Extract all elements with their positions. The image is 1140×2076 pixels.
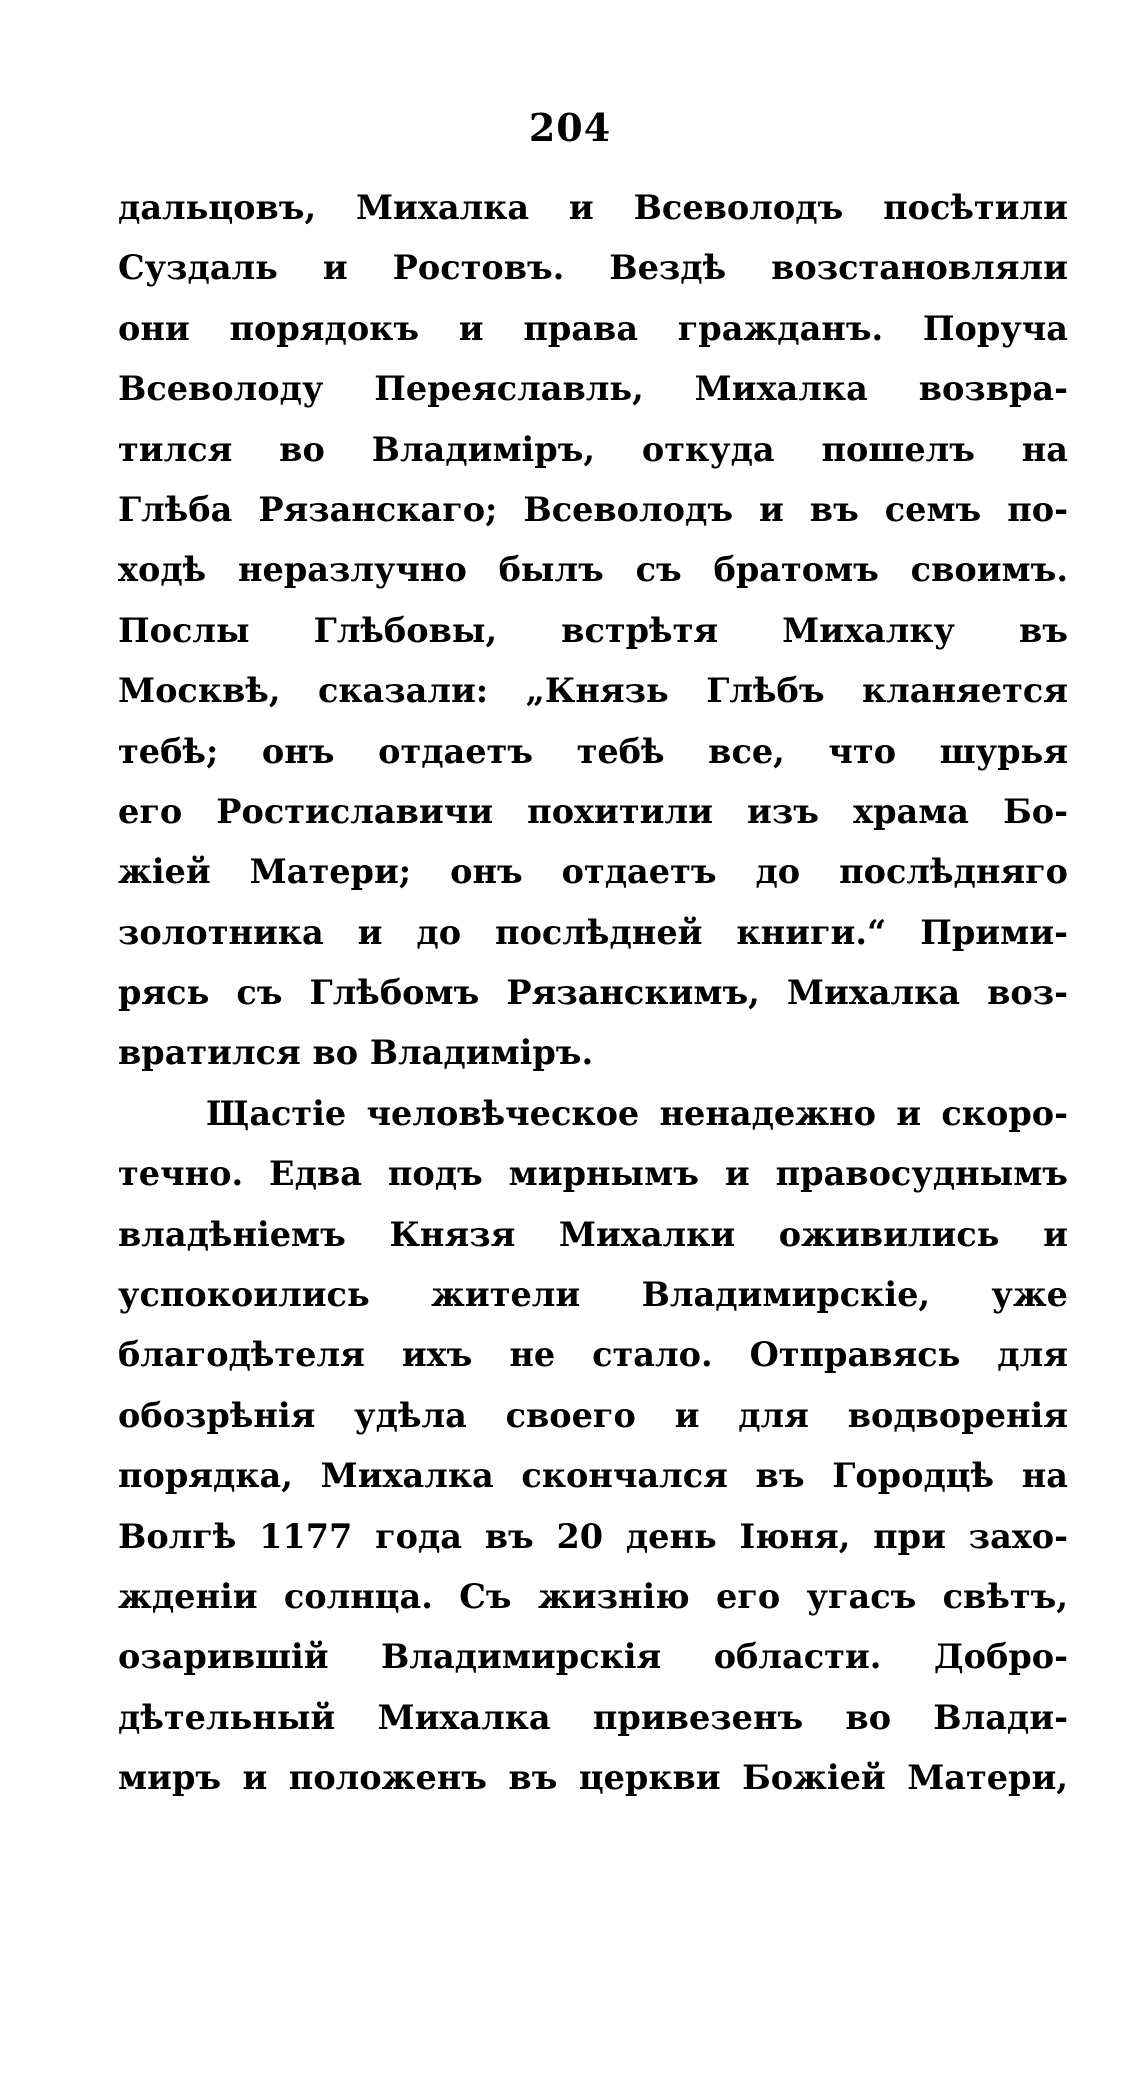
text-line: Москвѣ, сказали: „Князь Глѣбъ кланяется bbox=[118, 671, 1068, 711]
text-line: Глѣба Рязанскаго; Всеволодъ и въ семъ по- bbox=[118, 489, 1068, 529]
text-line: золотника и до послѣдней книги.“ Прими- bbox=[118, 912, 1068, 952]
text-line: Суздаль и Ростовъ. Вездѣ возстановляли bbox=[118, 248, 1068, 288]
text-line: Послы Глѣбовы, встрѣтя Михалку въ bbox=[118, 610, 1068, 650]
text-line: вратился во Владиміръ. bbox=[118, 1033, 594, 1073]
text-line: Всеволоду Переяславль, Михалка возвра- bbox=[118, 369, 1068, 409]
page-number: 204 bbox=[528, 105, 612, 150]
text-line: Волгѣ 1177 года въ 20 день Іюня, при захо- bbox=[118, 1516, 1068, 1556]
text-line: порядка, Михалка скончался въ Городцѣ на bbox=[118, 1456, 1068, 1496]
text-line: жіей Матери; онъ отдаетъ до послѣдняго bbox=[118, 852, 1068, 892]
text-line: обозрѣнія удѣла своего и для водворенія bbox=[118, 1395, 1068, 1435]
text-line: течно. Едва подъ мирнымъ и правосуднымъ bbox=[118, 1154, 1068, 1194]
text-line: они порядокъ и права гражданъ. Поруча bbox=[118, 308, 1068, 348]
text-line: тебѣ; онъ отдаетъ тебѣ все, что шурья bbox=[118, 731, 1068, 771]
page-text bbox=[118, 178, 1068, 1809]
text-line: дальцовъ, Михалка и Всеволодъ посѣтили bbox=[118, 188, 1068, 227]
text-line: ходѣ неразлучно былъ съ братомъ своимъ. bbox=[118, 550, 1068, 590]
text-line: жденіи солнца. Съ жизнію его угасъ свѣтъ, bbox=[118, 1576, 1068, 1616]
text-line: миръ и положенъ въ церкви Божіей Матери, bbox=[118, 1758, 1068, 1798]
text-line: тился во Владиміръ, откуда пошелъ на bbox=[118, 429, 1068, 469]
text-line: рясь съ Глѣбомъ Рязанскимъ, Михалка воз- bbox=[118, 973, 1068, 1013]
text-line: успокоились жители Владимирскіе, уже bbox=[118, 1275, 1068, 1315]
text-line: Щастіе человѣческое ненадежно и скоро- bbox=[206, 1093, 1068, 1133]
text-line: дѣтельный Михалка привезенъ во Влади- bbox=[118, 1697, 1068, 1737]
text-line: благодѣтеля ихъ не стало. Отправясь для bbox=[118, 1335, 1068, 1375]
text-line: его Ростиславичи похитили изъ храма Бо- bbox=[118, 791, 1068, 831]
text-line: озарившій Владимирскія области. Добро- bbox=[118, 1637, 1068, 1677]
text-line: владѣніемъ Князя Михалки оживились и bbox=[118, 1214, 1068, 1254]
